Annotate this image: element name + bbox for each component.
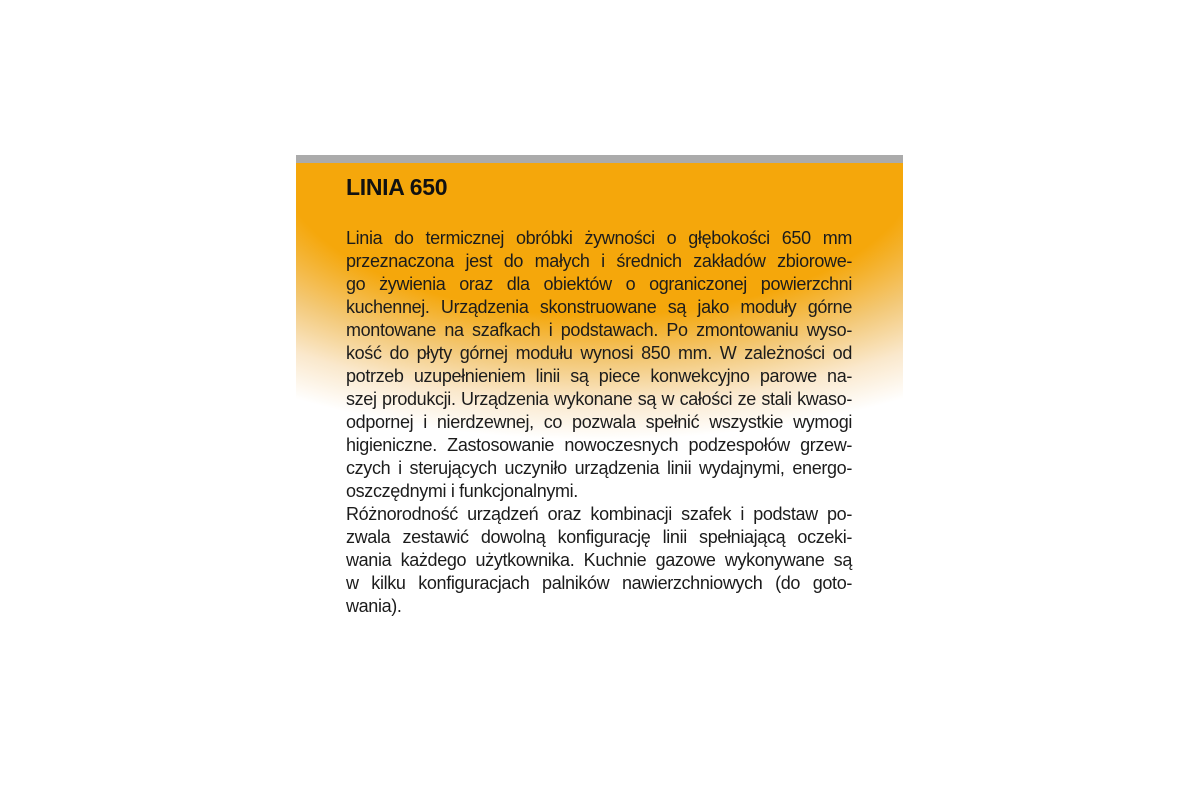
- section-divider-bar: [296, 155, 903, 163]
- text-line: Linia do termicznej obróbki żywności o głębokości 650 mm: [346, 228, 852, 248]
- text-line: montowane na szafkach i podstawach. Po zmontowaniu wyso-: [346, 320, 852, 340]
- text-line: w kilku konfiguracjach palników nawierzchniowych (do goto-: [346, 573, 852, 593]
- product-section: [296, 155, 903, 800]
- text-line: zwala zestawić dowolną konfigurację linii spełniającą oczeki-: [346, 527, 852, 547]
- text-line: wania).: [346, 596, 402, 616]
- text-line: go żywienia oraz dla obiektów o ograniczonej powierzchni: [346, 274, 852, 294]
- text-line: wania każdego użytkownika. Kuchnie gazowe wykonywane są: [346, 550, 852, 570]
- text-line: potrzeb uzupełnieniem linii są piece konwekcyjno parowe na-: [346, 366, 852, 386]
- text-line: odpornej i nierdzewnej, co pozwala spełnić wszystkie wymogi: [346, 412, 852, 432]
- section-title: LINIA 650: [346, 174, 448, 200]
- text-line: przeznaczona jest do małych i średnich zakładów zbiorowe-: [346, 251, 852, 271]
- text-line: Różnorodność urządzeń oraz kombinacji szafek i podstaw po-: [346, 504, 852, 524]
- text-line: szej produkcji. Urządzenia wykonane są w całości ze stali kwaso-: [346, 389, 852, 409]
- text-line: kuchennej. Urządzenia skonstruowane są jako moduły górne: [346, 297, 852, 317]
- text-line: oszczędnymi i funkcjonalnymi.: [346, 481, 578, 501]
- section-background: [296, 163, 903, 800]
- text-line: higieniczne. Zastosowanie nowoczesnych podzespołów grzew-: [346, 435, 852, 455]
- text-line: czych i sterujących uczyniło urządzenia linii wydajnymi, energo-: [346, 458, 852, 478]
- text-line: kość do płyty górnej modułu wynosi 850 mm. W zależności od: [346, 343, 852, 363]
- article-body: [346, 227, 852, 618]
